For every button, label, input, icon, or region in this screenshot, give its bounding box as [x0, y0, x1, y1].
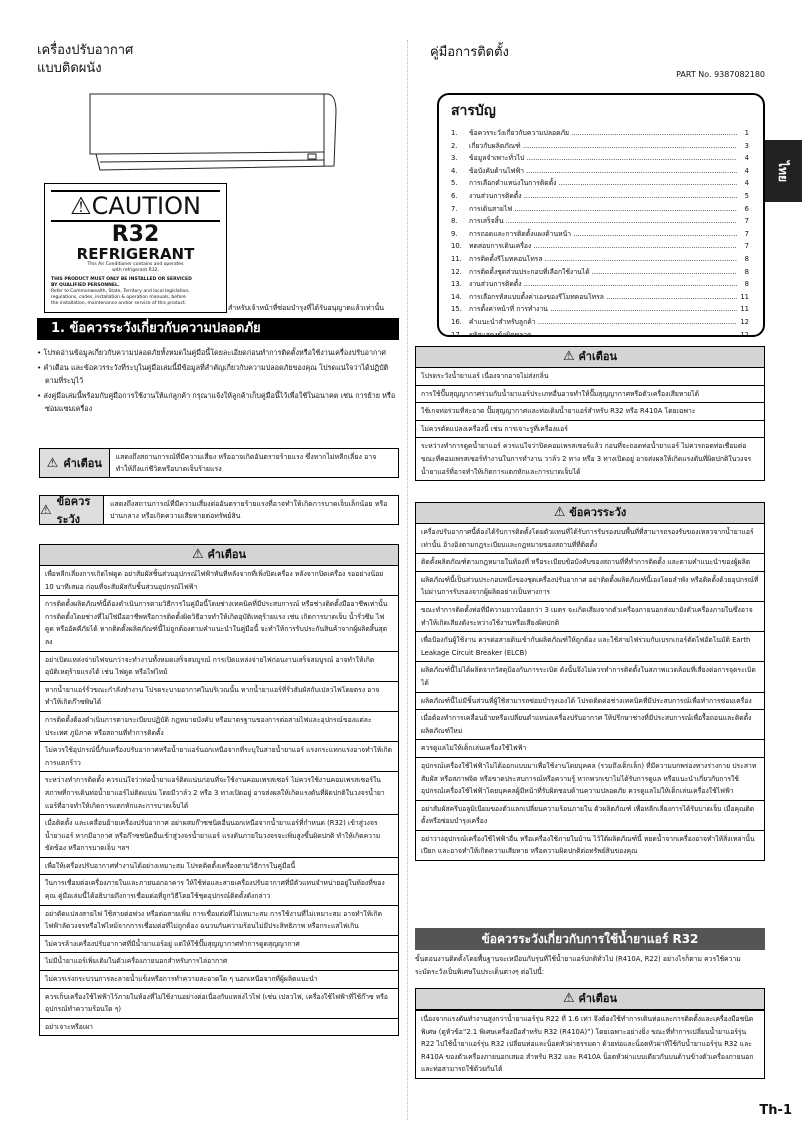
toc-item[interactable]: [451, 278, 749, 291]
table-row: ผลิตภัณฑ์นี้เป็นส่วนประกอบหนึ่งของชุดเครื่องปรับอากาศ อย่าติดตั้งผลิตภัณฑ์นี้เองโดยลำพัง หรือติดตั้งด้วยอุปกรณ์ที่ไม่ผ่านการรับรองจากผู้ผลิตอย่างเป็นทางการ: [416, 571, 764, 601]
label-line: THIS PRODUCT MUST ONLY BE INSTALLED OR SERVICED: [51, 277, 192, 282]
table-header: [416, 347, 764, 368]
table-title: คำเตือน: [207, 548, 247, 561]
toc-item[interactable]: [451, 329, 749, 342]
table-row: ใช้เกจท่อร่วมที่สะอาด ปั๊มสุญญากาศและท่อเติมน้ำยาแอร์สำหรับ R32 หรือ R410A โดยเฉพาะ: [416, 402, 764, 420]
toc-number: 10.: [451, 242, 462, 251]
air-conditioner-illustration: [88, 92, 338, 172]
table-row: อย่าดัดแปลงสายไฟ ใช้สายต่อพ่วง หรือต่อสายเพิ่ม การเชื่อมต่อที่ไม่เหมาะสม การใช้งานที่ไม่เหมาะสม อาจทำให้เกิดไฟฟ้าลัดวงจรหรือไฟไหม้จากการเชื่อมต่อที่ไม่ถูกต้อง ฉนวนกันความร้อนไม่มีประสิทธิภาพ หรือกระแสไฟเกิน: [40, 905, 398, 935]
toc-label: การเดินสายไฟ .....: [469, 203, 737, 216]
warning-triangle-icon: ⚠: [562, 991, 575, 1006]
table-row: เครื่องปรับอากาศนี้ต้องได้รับการติดตั้งโดยตัวแทนที่ได้รับการรับรองบนพื้นที่ที่สามารถรองรับของเหลวจากน้ำยาแอร์เท่านั้น อ้างอิงตามกฎระเบียบและกฎหมายของสถานที่ที่ติดตั้ง: [421, 528, 754, 549]
table-row: เพื่อป้องกันผู้ใช้งาน ควรต่อสายดินเข้ากับผลิตภัณฑ์ให้ถูกต้อง และใช้สายไฟร่วมกับเบรกเกอร์ตัดไฟอัตโนมัติ Earth Leakage Circuit Breaker (ELCB): [416, 631, 764, 661]
toc-page: 8: [744, 267, 749, 276]
table-row: ติดตั้งผลิตภัณฑ์ตามกฎหมายในท้องที่ หรือระเบียบข้อบังคับของสถานที่ที่ทำการติดตั้ง และตามคำแนะนำของผู้ผลิต: [416, 553, 764, 571]
toc-label: ข้อบังคับด้านไฟฟ้า .....: [469, 165, 737, 178]
r32-section-title: ข้อควรระวังเกี่ยวกับการใช้น้ำยาแอร์ R32: [415, 928, 765, 950]
toc-page: 5: [744, 191, 749, 200]
toc-page: 1: [744, 129, 749, 137]
table-of-contents: [437, 93, 765, 337]
toc-label: การติดตั้งรีโมทคอนโทรล .....: [469, 253, 737, 266]
table-row: ควรเก็บเครื่องใช้ไฟฟ้าไว้ภายในห้องที่ไม่ใช้งานอย่างต่อเนื่องกับแหล่งไวไฟ (เช่น เปลวไฟ, เครื่องใช้ไฟฟ้าที่ใช้ก๊าซ หรือ อุปกรณ์ทำความร้อนใด ๆ): [40, 988, 398, 1018]
r32-text: R32: [111, 222, 160, 247]
toc-page: 8: [744, 280, 749, 289]
toc-item[interactable]: [451, 203, 749, 216]
installation-manual-title: คู่มือการติดตั้ง: [430, 45, 509, 60]
label-line: BY QUALIFIED PERSONNEL.: [51, 283, 120, 288]
legend-label: [40, 496, 104, 524]
toc-label: การเลือกตำแหน่งในการติดตั้ง .....: [469, 177, 737, 190]
toc-page: 4: [744, 154, 749, 163]
toc-number: 4.: [451, 166, 458, 175]
toc-label: การติดตั้งชุดส่วนประกอบที่เลือกใช้งานได้ .....: [469, 266, 737, 279]
section-title-safety: 1. ข้อควรระวังเกี่ยวกับความปลอดภัย: [37, 318, 399, 340]
table-title: ข้อควรระวัง: [569, 506, 627, 519]
toc-number: 1.: [451, 129, 458, 137]
part-number: PART No. 9387082180: [676, 70, 765, 79]
toc-item[interactable]: [451, 240, 749, 253]
table-row: อย่าวางอุปกรณ์เครื่องใช้ไฟฟ้าอื่น หรือเครื่องใช้ภายในบ้าน ไว้ใต้ผลิตภัณฑ์นี้ หยดน้ำจากเครื่องอาจทำให้สิ่งเหล่านั้นเปียก และอาจทำให้เกิดความเสียหาย หรือความผิดปกติต่อทรัพย์สินของคุณ: [416, 830, 764, 860]
table-row: เนื่องจากแรงดันทำงานสูงกว่าน้ำยาแอร์รุ่น R22 ที่ 1.6 เท่า จึงต้องใช้ทำการเดินท่อและการติดตั้งและเครื่องมือชนิดพิเศษ (ดูหัวข้อ“2.1 พิเศษเครื่องมือสำหรับ R32 (R410A)”) โดยเฉพาะอย่างยิ่ง ขณะที่ทำการเปลี่ยนน้ำยาแอร์รุ่น R22 ไปใช้น้ำยาแอร์รุ่น R32 เปลี่ยนท่อและน็อตหัวผ่าธรรมดา ด้วยท่อและน็อตหัวผ่าที่ใช้กับน้ำยาแอร์รุ่น R32 และ R410A ของตัวเครื่องภายนอกเสมอ สำหรับ R32 และ R410A น็อตหัวผ่าแบบเดียวกันบนด้านข้างตัวเครื่องภายนอกและท่อสามารถใช้ด้วยกันได้: [416, 1010, 764, 1078]
warning-triangle-icon: ⚠: [40, 502, 52, 518]
toc-label: การเสร็จสิ้น .....: [469, 215, 737, 228]
warning-triangle-icon: ⚠: [553, 505, 566, 520]
toc-page: 8: [744, 254, 749, 263]
table-row: โปรดระวังน้ำยาแอร์ เนื่องจากอาจไม่ส่งกลิ่น: [421, 372, 549, 380]
authorized-personnel-caption: สำหรับเจ้าหน้าที่ซ่อมบำรุงที่ได้รับอนุญาตแล้วเท่านั้น: [228, 304, 385, 312]
table-row: เมื่อติดตั้ง และเคลื่อนย้ายเครื่องปรับอากาศ อย่าผสมก๊าซชนิดอื่นนอกเหนือจากน้ำยาแอร์ที่กำหนด (R32) เข้าสู่วงจรน้ำยาแอร์ หากมีอากาศ หรือก๊าซชนิดอื่นเข้าสู่วงจรน้ำยาแอร์ แรงดันภายในวงจรจะเพิ่มสูงขึ้นผิดปกติ ทำให้เกิดความขัดข้อง หรือการบาดเจ็บ ฯลฯ: [40, 814, 398, 857]
toc-number: 7.: [451, 204, 458, 213]
toc-number: 16.: [451, 317, 462, 326]
toc-title: สารบัญ: [451, 103, 496, 119]
table-header: [40, 545, 398, 566]
table-row: เพื่อหลีกเลี่ยงการเกิดไฟดูด อย่าสัมผัสชิ้นส่วนอุปกรณ์ไฟฟ้าทันทีหลังจากที่เพิ่งปิดเครื่อง หลังจากปิดเครื่อง รออย่างน้อย 10 นาทีเสมอ ก่อนที่จะสัมผัสกับชิ้นส่วนอุปกรณ์ไฟฟ้า: [45, 570, 384, 591]
safety-bullets: [37, 346, 399, 417]
toc-number: 8.: [451, 217, 458, 226]
toc-item[interactable]: [451, 303, 749, 316]
table-row: ไม่ควรล้างเครื่องปรับอากาศที่มีน้ำยาแอร์อยู่ แต่ให้ใช้ปั๊มสุญญากาศทำการดูดสุญญากาศ: [40, 935, 398, 953]
toc-number: 3.: [451, 154, 458, 163]
table-row: ขณะทำการติดตั้งท่อที่มีความยาวน้อยกว่า 3 เมตร จะเกิดเสียงจากตัวเครื่องภายนอกส่งมายังตัวเครื่องภายในซึ่งอาจทำให้เกิดเสียงดังระหว่างใช้งานหรือเสียงผิดปกติ: [416, 601, 764, 631]
legend-label: [40, 449, 110, 477]
table-row: เมื่อต้องทำการเคลื่อนย้ายหรือเปลี่ยนตำแหน่งเครื่องปรับอากาศ ให้ปรึกษาช่างที่มีประสบการณ์เพื่อรื้อถอนและติดตั้งผลิตภัณฑ์ใหม่: [416, 709, 764, 739]
toc-number: 2.: [451, 141, 458, 150]
toc-page: 4: [744, 166, 749, 175]
warning-triangle-icon: ⚠: [70, 192, 92, 220]
toc-page: 7: [744, 217, 749, 226]
toc-page: 12: [740, 330, 749, 339]
table-row: อย่าเปิดแหล่งจ่ายไฟจนกว่าจะทำงานทั้งหมดเสร็จสมบูรณ์ การเปิดแหล่งจ่ายไฟก่อนงานเสร็จสมบูรณ์ อาจทำให้เกิดอุบัติเหตุร้ายแรงได้ เช่น ไฟดูด หรือไฟไหม้: [40, 651, 398, 681]
table-row: ผลิตภัณฑ์นี้ไม่ได้ผลิตจากวัสดุป้องกันการระเบิด ดังนั้นจึงไม่ควรทำการติดตั้งในสภาพแวดล้อมที่เสี่ยงต่อการจุดระเบิดได้: [416, 661, 764, 691]
table-row: หากน้ำยาแอร์รั่วขณะกำลังทำงาน โปรดระบายอากาศในบริเวณนั้น หากน้ำยาแอร์ที่รั่วสัมผัสกับเปลวไฟโดยตรง อาจทำให้เกิดก๊าซพิษได้: [40, 681, 398, 711]
table-title: คำเตือน: [578, 350, 618, 363]
toc-label: การตั้งค่าหน้าที่ การทำงาน .....: [469, 303, 737, 316]
warning-triangle-icon: ⚠: [191, 547, 204, 562]
label-line: This Air Conditioner contains and operates: [87, 262, 184, 267]
table-row: การติดตั้งต้องดำเนินการตามระเบียบปฏิบัติ กฎหมายบังคับ หรือมาตรฐานของการต่อสายไฟและอุปกรณ์ของแต่ละประเทศ ภูมิภาค หรือสถานที่ทำการติดตั้ง: [40, 711, 398, 741]
table-row: เพื่อให้เครื่องปรับอากาศทำงานได้อย่างเหมาะสม โปรดติดตั้งเครื่องตามวิธีการในคู่มือนี้: [40, 857, 398, 875]
table-row: อุปกรณ์เครื่องใช้ไฟฟ้าไม่ได้ออกแบบมาเพื่อใช้งานโดยบุคคล (รวมถึงเด็กเล็ก) ที่มีความบกพร่องทางร่างกาย ประสาทสัมผัส หรือสภาพจิต หรือขาดประสบการณ์หรือความรู้ หากพวกเขาไม่ได้รับการดูแล หรือแนะนำเกี่ยวกับการใช้อุปกรณ์เครื่องใช้ไฟฟ้าโดยบุคคลผู้มีหน้าที่รับผิดชอบด้านความปลอดภัย ควรดูแลไม่ให้เด็กเล่นเครื่องใช้ไฟฟ้า: [416, 757, 764, 800]
toc-page: 3: [744, 141, 749, 150]
table-title: คำเตือน: [578, 992, 618, 1005]
toc-item[interactable]: [451, 316, 749, 329]
r32-intro-text: ขั้นตอนงานติดตั้งโดยพื้นฐานจะเหมือนกับรุ่นที่ใช้น้ำยาแอร์ปกติทั่วไป (R410A, R22) อย่างไรก็ตาม ควรใช้ความระมัดระวังเป็นพิเศษในประเด็นต่างๆ ต่อไปนี้:: [415, 955, 741, 976]
label-line: Refer to Commonwealth, State, Territory and local legislation,: [51, 289, 190, 294]
table-row: ไม่ควรเร่งกระบวนการละลายน้ำแข็งหรือการทำความสะอาดใด ๆ นอกเหนือจากที่ผู้ผลิตแนะนำ: [40, 970, 398, 988]
title-line-1: เครื่องปรับอากาศ: [37, 43, 134, 58]
table-row: การติดตั้งผลิตภัณฑ์นี้ต้องดำเนินการตามวิธีการในคู่มือนี้โดยช่างเทคนิคที่มีประสบการณ์ หรือช่างติดตั้งมืออาชีพเท่านั้น การติดตั้งโดยช่างที่ไม่ใช่มืออาชีพหรือการติดตั้งผิดวิธีอาจทำให้เกิดอุบัติเหตุร้ายแรง เช่น เกิดการบาดเจ็บ น้ำรั่วซึม ไฟดูด หรืออัคคีภัยได้ หากติดตั้งผลิตภัณฑ์นี้ไม่ถูกต้องตามคำแนะนำในคู่มือนี้ จะทำให้การรับประกันสินค้าจากผู้ผลิตสิ้นสุดลง: [40, 595, 398, 650]
legend-text: แสดงถึงสถานการณ์ที่มีความเสี่ยง หรืออาจเกิดอันตรายร้ายแรง ซึ่งหากไม่หลีกเลี่ยง อาจทำให้ถึงแก่ชีวิตหรือบาดเจ็บร้ายแรง: [115, 453, 377, 473]
toc-number: 13.: [451, 280, 462, 289]
table-row: ไม่ควรใช้อุปกรณ์นี้กับเครื่องปรับอากาศหรือน้ำยาแอร์นอกเหนือจากที่ระบุในสายน้ำยาแอร์ แรงกระแทกแรงอาจทำให้เกิดการแตกร้าว: [40, 741, 398, 771]
toc-number: 9.: [451, 229, 458, 238]
table-row: อย่าเจาะหรือเผา: [40, 1018, 398, 1036]
toc-item[interactable]: [451, 190, 749, 203]
toc-item[interactable]: [451, 177, 749, 190]
legend-warning: [39, 448, 399, 478]
toc-number: 17.: [451, 330, 462, 339]
toc-page: 12: [740, 317, 749, 326]
product-title: [37, 42, 133, 78]
page-number: Th-1: [759, 1103, 792, 1118]
legend-caution: [39, 495, 399, 525]
table-row: ระหว่างทำการดูดน้ำยาแอร์ ควรแน่ใจว่าปิดคอมเพรสเซอร์แล้ว ก่อนที่จะถอดท่อน้ำยาแอร์ ไม่ควรถอดท่อเชื่อมต่อขณะที่คอมเพรสเซอร์ทำงานในการทำงาน วาล์ว 2 ทาง หรือ 3 ทางเปิดอยู่ อาจส่งผลให้เกิดแรงดันที่ผิดปกติในวงจรน้ำยาแอร์ที่อาจทำให้เกิดการแตกหักและการบาดเจ็บได้: [416, 437, 764, 480]
table-row: ควรดูแลไม่ให้เด็กเล่นเครื่องใช้ไฟฟ้า: [416, 739, 764, 757]
bullet-item: • โปรดอ่านข้อมูลเกี่ยวกับความปลอดภัยทั้งหมดในคู่มือนี้โดยละเอียดก่อนทำการติดตั้งหรือใช้งานเครื่องปรับอากาศ: [37, 348, 386, 357]
toc-number: 15.: [451, 305, 462, 314]
warning-triangle-icon: ⚠: [46, 455, 59, 471]
legend-label-text: คำเตือน: [63, 457, 102, 470]
warning-table-right: [415, 346, 765, 481]
toc-label: เกี่ยวกับผลิตภัณฑ์ .....: [469, 140, 737, 153]
toc-item[interactable]: [451, 215, 749, 228]
toc-item[interactable]: [451, 266, 749, 279]
toc-number: 5.: [451, 179, 458, 188]
toc-label: การเลือกรหัสแบบตั้งค่าเองของรีโมทคอนโทรล .....: [469, 291, 737, 304]
legend-text: แสดงถึงสถานการณ์ที่มีความเสี่ยงต่ออันตรายร้ายแรงที่อาจทำให้เกิดการบาดเจ็บเล็กน้อย หรือปานกลาง หรือเกิดความเสียหายต่อทรัพย์สิน: [109, 500, 388, 520]
table-row: ในการเชื่อมต่อเครื่องภายในและภายนอกอาคาร ให้ใช้ท่อและสายเครื่องปรับอากาศที่มีตัวแทนจำหน่ายอยู่ในท้องที่ของคุณ คู่มือเล่มนี้ได้อธิบายถึงการเชื่อมต่อที่ถูกวิธีโดยใช้ชุดอุปกรณ์ติดตั้งดังกล่าว: [40, 874, 398, 904]
toc-page: 7: [744, 242, 749, 251]
toc-label: งานส่วนการติดตั้ง .....: [469, 278, 737, 291]
toc-label: งานส่วนการติดตั้ง .....: [469, 190, 737, 203]
bullet-item: • ส่งคู่มือเล่มนี้พร้อมกับคู่มือการใช้งานให้แก่ลูกค้า กรุณาแจ้งให้ลูกค้าเก็บคู่มือนี้ไว้เพื่อใช้ในอนาคต เช่น การย้าย หรือซ่อมแซมเครื่อง: [37, 391, 396, 413]
r32-caution-label: [44, 183, 227, 313]
caution-heading: [51, 190, 220, 222]
toc-number: 14.: [451, 292, 462, 301]
caution-table-right: [415, 502, 765, 861]
toc-label: ข้อควรระวังเกี่ยวกับความปลอดภัย .....: [469, 127, 737, 140]
toc-number: 11.: [451, 254, 462, 263]
table-row: ไม่มีน้ำยาแอร์เพิ่มเติมในตัวเครื่องภายนอกสำหรับการไล่อากาศ: [40, 952, 398, 970]
table-row: ผลิตภัณฑ์นี้ไม่มีชิ้นส่วนที่ผู้ใช้สามารถซ่อมบำรุงเองได้ โปรดติดต่อช่างเทคนิคที่มีประสบการณ์เพื่อทำการซ่อมเครื่อง: [416, 692, 764, 710]
toc-number: 6.: [451, 191, 458, 200]
toc-item[interactable]: [451, 127, 749, 140]
toc-label: ทดสอบการเดินเครื่อง .....: [469, 240, 737, 253]
table-row: การใช้ปั๊มสุญญากาศร่วมกับน้ำยาแอร์ประเภทอื่นอาจทำให้ปั๊มสุญญากาศหรือตัวเครื่องเสียหายได้: [416, 385, 764, 403]
bullet-item: • คำเตือน และข้อควรระวังที่ระบุในคู่มือเล่มนี้มีข้อมูลที่สำคัญเกี่ยวกับความปลอดภัยของคุณ โปรดแน่ใจว่าได้ปฏิบัติตามที่ระบุไว้: [37, 363, 389, 385]
toc-page: 4: [744, 179, 749, 188]
table-row: ระหว่างทำการติดตั้ง ควรแน่ใจว่าท่อน้ำยาแอร์ติดแน่นก่อนที่จะใช้งานคอมเพรสเซอร์ ไม่ควรใช้งานคอมเพรสเซอร์ในสภาพที่การเดินท่อน้ำยาแอร์ไม่ติดแน่น โดยมีวาล์ว 2 หรือ 3 ทางเปิดอยู่ อาจส่งผลให้เกิดแรงดันที่ผิดปกติในวงจรน้ำยาแอร์ที่อาจทำให้เกิดการแตกหักและการบาดเจ็บได้: [40, 771, 398, 814]
toc-item[interactable]: [451, 140, 749, 153]
toc-item[interactable]: [451, 253, 749, 266]
r32-warning-table: [415, 988, 765, 1079]
language-tab: [765, 140, 802, 202]
column-divider: [407, 40, 408, 1120]
label-line: with refrigerant R32.: [112, 268, 159, 273]
toc-page: 11: [740, 305, 749, 314]
toc-page: 11: [740, 292, 749, 301]
table-header: [416, 503, 764, 524]
table-row: อย่าสัมผัสครีบอลูมิเนียมของตัวแลกเปลี่ยนความร้อนภายใน ตัวผลิตภัณฑ์ เพื่อหลีกเลี่ยงการได้รับบาดเจ็บ เมื่อคุณติดตั้งหรือซ่อมบำรุงเครื่อง: [416, 800, 764, 830]
language-tab-label: ไทย: [776, 160, 790, 182]
label-line: the installation, maintenance and/or service of this product.: [51, 301, 187, 306]
table-header: [416, 989, 764, 1010]
toc-item[interactable]: [451, 165, 749, 178]
warning-table-left: [39, 544, 399, 1036]
toc-label: การถอดและการติดตั้งแผงด้านหน้า .....: [469, 228, 737, 241]
legend-label-text: ข้อควรระวัง: [56, 495, 91, 526]
table-row: ไม่ควรดัดแปลงเครื่องนี้ เช่น การเจาะรูที่เครื่องแอร์: [416, 420, 764, 438]
label-line: regulations, codes, installation & operation manuals, before: [51, 295, 186, 300]
toc-label: ข้อมูลจำเพาะทั่วไป .....: [469, 152, 737, 165]
caution-text: CAUTION: [91, 192, 201, 220]
toc-page: 7: [744, 229, 749, 238]
toc-label: คำแนะนำสำหรับลูกค้า .....: [469, 316, 737, 329]
refrigerant-text: REFRIGERANT: [76, 245, 195, 263]
toc-number: 12.: [451, 267, 462, 276]
toc-item[interactable]: [451, 152, 749, 165]
toc-item[interactable]: [451, 228, 749, 241]
toc-label: รหัสแสดงข้อผิดพลาด .....: [469, 329, 737, 342]
warning-triangle-icon: ⚠: [562, 349, 575, 364]
title-line-2: แบบติดผนัง: [37, 61, 102, 76]
toc-item[interactable]: [451, 291, 749, 304]
toc-page: 6: [744, 204, 749, 213]
